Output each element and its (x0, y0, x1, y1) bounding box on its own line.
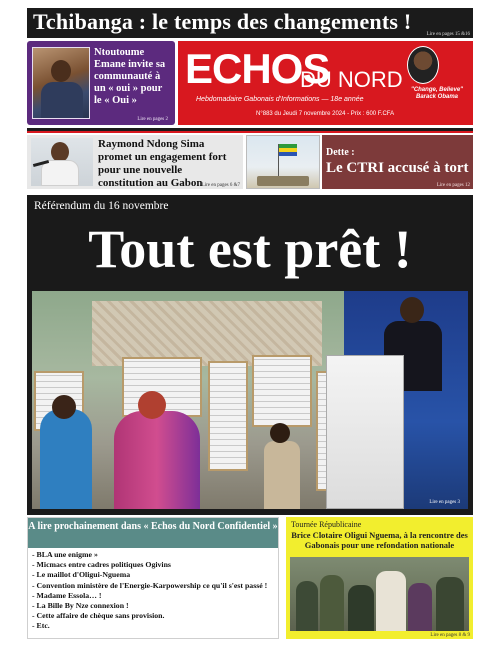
list-item: - Etc. (32, 621, 50, 631)
top-banner[interactable] (27, 8, 473, 38)
ndong-sima-teaser-text: Raymond Ndong Sima promet un engagement fort pour une nouvelle constitution au Gabon (98, 138, 227, 189)
monument-base (257, 176, 309, 186)
woman-blue-head (52, 395, 76, 419)
ndong-photo-head (51, 142, 69, 162)
list-item: - Madame Essola… ! (32, 590, 102, 600)
ctri-page-ref: Lire en pages 12 (436, 183, 470, 188)
gabon-flag-icon (279, 144, 297, 156)
tournee-kicker: Tournée Républicaine (291, 520, 362, 529)
slogan-quote: "Change, Believe" (410, 87, 464, 93)
list-item: - La Bille By Nze connexion ! (32, 601, 129, 611)
ballot-board (252, 355, 312, 427)
tournee-page-ref: Lire en pages 8 & 9 (430, 633, 470, 638)
crowd-figure (296, 581, 318, 631)
ntoutoume-photo-head (51, 60, 71, 82)
masthead-logo-du-nord: DU NORD (300, 67, 403, 92)
slogan-author: Barack Obama (415, 94, 459, 100)
ctri-photo (246, 135, 320, 189)
header-divider-red (27, 131, 473, 133)
masthead-slogan (408, 87, 466, 101)
main-story-page-ref: Lire en pages 3 (429, 500, 460, 505)
woman-blue-dress (40, 409, 92, 509)
speaker-head (400, 297, 424, 323)
main-headline: Tout est prêt ! (88, 219, 412, 279)
ntoutoume-teaser-text: Ntoutoume Emane invite sa communauté à un « oui » pour le « Oui » (94, 47, 166, 106)
woman-pink-dress (114, 411, 200, 509)
main-story[interactable] (27, 195, 473, 515)
ntoutoume-photo-body (41, 82, 83, 118)
crowd-figure (376, 571, 406, 631)
ballot-board (208, 361, 248, 471)
tournee-title: Brice Clotaire Oligui Nguema, à la rencontre des Gabonais pour une refondation nationale (291, 530, 468, 550)
tournee-teaser[interactable] (286, 517, 473, 639)
ndong-photo-body (41, 160, 79, 186)
referendum-photo (32, 291, 468, 509)
obama-portrait (407, 46, 439, 84)
confidential-box[interactable] (27, 517, 279, 639)
ndong-sima-photo (31, 138, 93, 186)
ndong-sima-page-ref: Lire en pages 6 &7 (201, 183, 240, 188)
woman-pink-headwrap (138, 391, 166, 419)
crowd-figure (408, 583, 432, 631)
list-item: - Micmacs entre cadres politiques Ogivins (32, 560, 171, 570)
ntoutoume-teaser[interactable] (27, 41, 175, 125)
confidential-list (32, 550, 277, 632)
tournee-photo (290, 557, 469, 631)
crowd-figure (436, 577, 464, 631)
ctri-kicker: Dette : (326, 147, 355, 158)
confidential-header: A lire prochainement dans « Echos du Nord Confidentiel » (28, 518, 278, 548)
ctri-teaser[interactable] (322, 135, 478, 189)
boy-figure (264, 441, 300, 509)
masthead-logo-echos: ECHOS (185, 45, 330, 92)
list-item: - BLA une enigme » (32, 550, 98, 559)
masthead (178, 41, 473, 125)
top-banner-headline: Tchibanga : le temps des changements ! (33, 9, 412, 34)
masthead-tagline: Hebdomadaire Gabonais d'Informations — 18e année (196, 96, 364, 103)
ntoutoume-photo (32, 47, 90, 119)
list-item: - Le maillot d'Oligui-Nguema (32, 570, 131, 580)
masthead-issue-info: N°883 du Jeudi 7 novembre 2024 - Prix : 600 F.CFA (256, 111, 395, 117)
podium (326, 355, 404, 509)
top-banner-page-ref: Lire en pages 15 &16 (426, 32, 470, 37)
crowd-figure (320, 575, 344, 631)
ctri-teaser-text: Le CTRI accusé à tort ! (326, 160, 478, 176)
list-item: - Cette affaire de chèque sans provision. (32, 611, 165, 621)
boy-head (270, 423, 290, 443)
ndong-sima-teaser[interactable] (27, 135, 243, 189)
list-item: - Convention ministère de l'Energie-Karpowership ce qu'il s'est passé ! (32, 580, 268, 590)
main-story-kicker: Référendum du 16 novembre (34, 200, 169, 212)
ntoutoume-page-ref: Lire en pages 2 (137, 117, 168, 122)
crowd-figure (348, 585, 374, 631)
